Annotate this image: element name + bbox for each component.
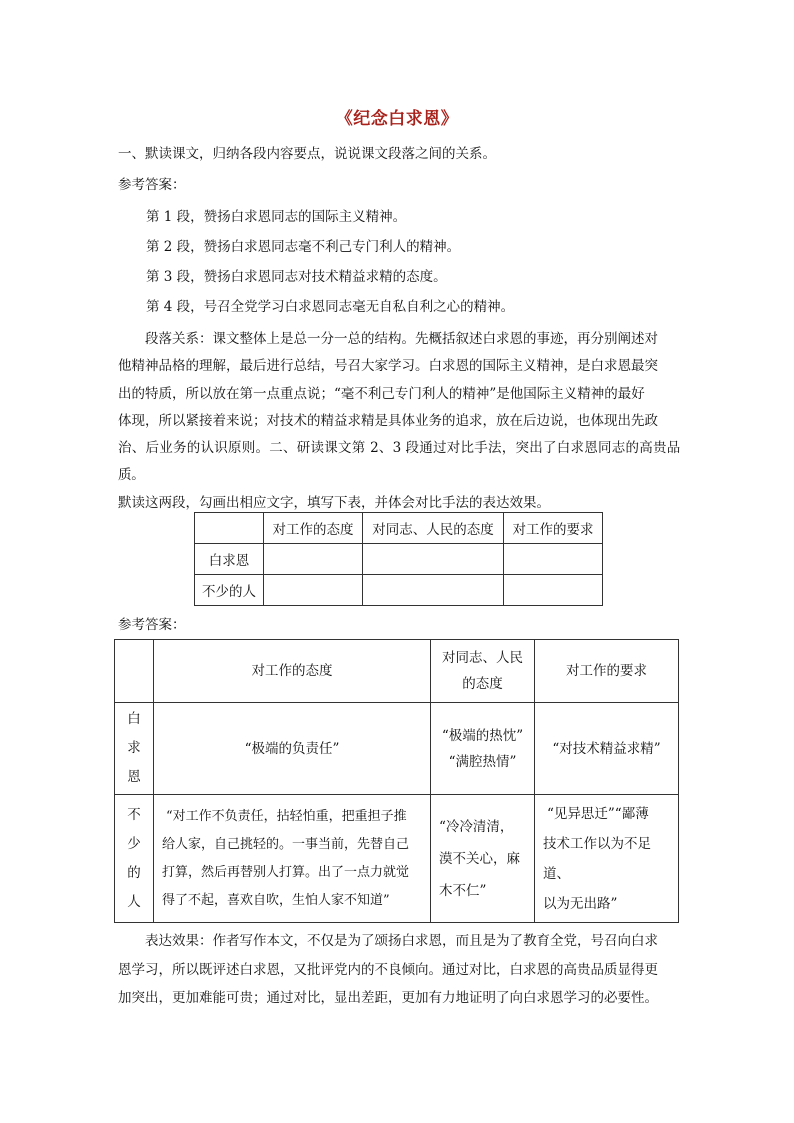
row-label-char: 的 bbox=[127, 864, 141, 881]
text-line: 恩学习，所以既评述白求恩，又批评党内的不良倾向。通过对比，白求恩的高贵品质显得更 bbox=[118, 961, 658, 978]
paragraph-summary: 第 2 段，赞扬白求恩同志毫不利己专门利人的精神。 bbox=[146, 239, 461, 255]
cell-line: “冷冷清清， bbox=[439, 818, 514, 835]
answer-table bbox=[114, 639, 679, 923]
paragraph-summary: 第 1 段，赞扬白求恩同志的国际主义精神。 bbox=[146, 209, 407, 225]
document-title: 《纪念白求恩》 bbox=[335, 109, 459, 129]
answer-label: 参考答案： bbox=[118, 177, 186, 193]
cell-line: 得了不起，喜欢自吹，生怕人家不知道” bbox=[162, 892, 390, 908]
table-header-cell: 对工作的态度 bbox=[154, 640, 431, 703]
table-row-label: 白求恩 bbox=[195, 544, 264, 575]
blank-cell[interactable] bbox=[363, 575, 504, 606]
table-header-cell: 对工作的要求 bbox=[535, 640, 679, 703]
answer-label: 参考答案： bbox=[118, 617, 186, 633]
blank-fill-table bbox=[194, 512, 603, 606]
paragraph-effect bbox=[118, 927, 680, 1013]
blank-cell[interactable] bbox=[504, 544, 603, 575]
blank-cell[interactable] bbox=[363, 544, 504, 575]
cell-line: 漠不关心，麻 bbox=[439, 850, 520, 867]
text-line: 表达效果：作者写作本文，不仅是为了颂扬白求恩，而且是为了教育全党，号召向白求 bbox=[145, 933, 658, 949]
text-line: 他精神品格的理解，最后进行总结，号召大家学习。白求恩的国际主义精神，是白求恩最突 bbox=[118, 358, 658, 375]
cell-line: 木不仁” bbox=[439, 882, 487, 899]
text-line: 默读这两段，勾画出相应文字，填写下表，并体会对比手法的表达效果。 bbox=[118, 494, 550, 511]
table-cell: “对技术精益求精” bbox=[535, 703, 679, 795]
blank-cell[interactable] bbox=[504, 575, 603, 606]
table-corner-cell bbox=[115, 640, 154, 703]
text-line: 出的特质，所以放在第一点重点说；“毫不利己专门利人的精神”是他国际主义精神的最好 bbox=[118, 385, 645, 402]
text-line: 体现，所以紧接着来说；对技术的精益求精是具体业务的追求，放在后边说，也体现出先政 bbox=[118, 412, 658, 429]
row-label-cell bbox=[115, 703, 154, 795]
table-cell bbox=[431, 795, 535, 923]
header-line: 的态度 bbox=[462, 676, 503, 692]
table-cell: “极端的负责任” bbox=[154, 703, 431, 795]
paragraph-summary: 第 3 段，赞扬白求恩同志对技术精益求精的态度。 bbox=[146, 269, 447, 285]
question-1-prompt: 一、默读课文，归纳各段内容要点，说说课文段落之间的关系。 bbox=[118, 146, 496, 162]
text-line: 治、后业务的认识原则。二、研读课文第 2、3 段通过对比手法，突出了白求恩同志的高贵品质。 bbox=[118, 440, 680, 484]
cell-line: 以为无出路” bbox=[543, 895, 618, 912]
cell-line: 打算，然后再替别人打算。出了一点力就觉 bbox=[162, 864, 410, 880]
table-header-cell: 对工作的要求 bbox=[504, 513, 603, 544]
row-label-char: 求 bbox=[127, 740, 141, 756]
header-line: 对同志、人民 bbox=[442, 650, 523, 666]
table-row-label: 不少的人 bbox=[195, 575, 264, 606]
row-label-char: 白 bbox=[127, 711, 141, 727]
row-label-char: 少 bbox=[127, 835, 141, 852]
blank-cell[interactable] bbox=[264, 544, 363, 575]
row-label-char: 人 bbox=[127, 893, 141, 910]
text-line: 加突出，更加难能可贵；通过对比，显出差距，更加有力地证明了向白求恩学习的必要性。 bbox=[118, 990, 658, 1006]
text-line: 段落关系：课文整体上是总一分一总的结构。先概括叙述白求恩的事迹，再分别阐述对 bbox=[145, 331, 658, 347]
cell-line: “见异思迁”“鄙薄 bbox=[547, 805, 649, 822]
blank-cell[interactable] bbox=[264, 575, 363, 606]
paragraph-summary: 第 4 段，号召全党学习白求恩同志毫无自私自利之心的精神。 bbox=[146, 299, 515, 315]
table-header-cell bbox=[195, 513, 264, 544]
cell-line: 给人家，自己挑轻的。一事当前，先替自己 bbox=[162, 836, 410, 852]
row-label-char: 恩 bbox=[127, 769, 141, 785]
table-cell bbox=[154, 795, 431, 923]
cell-line: “对工作不负责任，拈轻怕重，把重担子推 bbox=[166, 808, 407, 824]
row-label-char: 不 bbox=[127, 806, 141, 823]
table-cell bbox=[431, 703, 535, 795]
table-header-cell: 对同志、人民的态度 bbox=[363, 513, 504, 544]
table-cell bbox=[535, 795, 679, 923]
cell-line: “满腔热情” bbox=[448, 753, 517, 770]
paragraph-relation bbox=[118, 326, 680, 517]
cell-line: “极端的热忱” bbox=[441, 727, 524, 744]
row-label-cell bbox=[115, 795, 154, 923]
table-header-cell bbox=[431, 640, 535, 703]
cell-line: 技术工作以为不足道、 bbox=[543, 835, 651, 882]
table-header-cell: 对工作的态度 bbox=[264, 513, 363, 544]
